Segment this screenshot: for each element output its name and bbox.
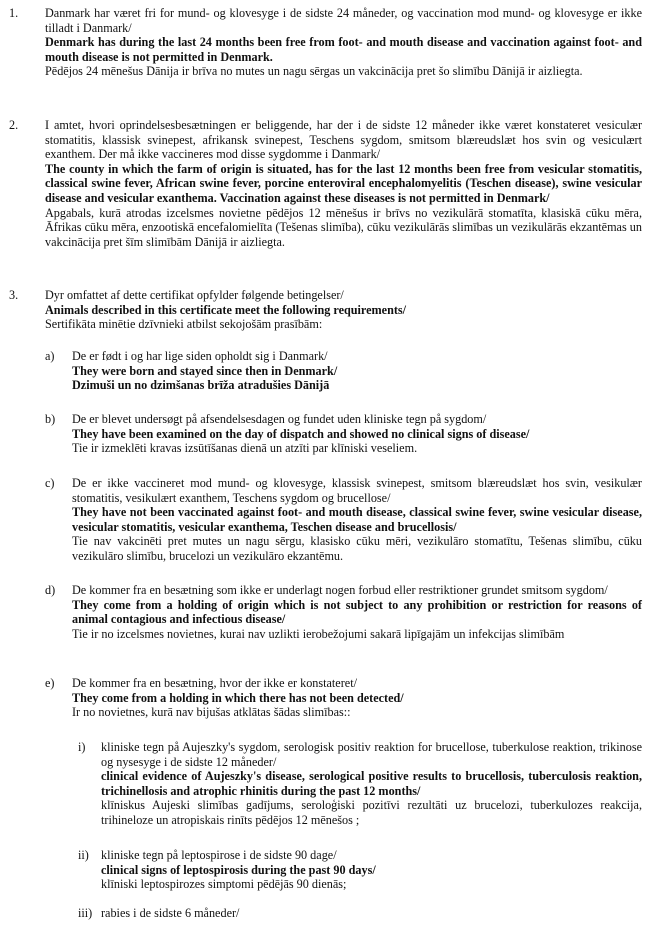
subitem-label: d) <box>45 583 56 597</box>
latvian-text: Tie ir no izcelsmes novietnes, kurai nav uzlikti ierobežojumi sakarā lipīgajām un infekcijas slimībām <box>72 626 565 641</box>
danish-text: kliniske tegn på Aujeszky's sygdom, serologisk positiv reaktion for brucellose, tuberkulose reaktion, trikinose og nysesyge i de sidste 12 måneder/ <box>101 740 642 769</box>
danish-text: De er blevet undersøgt på afsendelsesdagen og fundet uden kliniske tegn på sygdom/ <box>72 412 487 426</box>
english-text: They have not been vaccinated against foot- and mouth disease, classical swine fever, swine vesicular disease, vesicular stomatitis, vesicular exanthema, Teschen disease and brucellosis/ <box>72 505 642 534</box>
english-text: clinical signs of leptospirosis during the past 90 days/ <box>101 862 376 877</box>
danish-text: rabies i de sidste 6 måneder/ <box>101 906 240 920</box>
english-text: They come from a holding in which there has not been detected/ <box>72 690 404 705</box>
danish-text: De er født i og har lige siden opholdt sig i Danmark/ <box>72 349 328 363</box>
english-text: They were born and stayed since then in Denmark/ <box>72 363 338 378</box>
subsubitem-label: iii) <box>78 906 93 920</box>
latvian-text: Sertifikāta minētie dzīvnieki atbilst sekojošām prasībām: <box>45 317 323 332</box>
danish-text: De er ikke vaccineret mod mund- og klovesyge, klassisk svinepest, smitsom blæreudslæt hos svin, vesikulær stomatitis, vesikulært exanthem, Teschens sygdom og brucellose/ <box>72 476 642 505</box>
latvian-text: klīniski leptospirozes simptomi pēdējās 90 dienās; <box>101 877 347 892</box>
latvian-text: Apgabals, kurā atrodas izcelsmes novietne pēdējos 12 mēnešus ir brīvs no vezikulārā stomatīta, klasiskā cūku mēra, Āfrikas cūku mēra, enzootiskā encefalomielīta (Tešenas slimība), cūku vezikulārās slimības un vezikulārās ekzantēmas un vakcinācija pret šīm slimībām Dānijā ir aizliegta. <box>45 205 642 249</box>
danish-text: I amtet, hvori oprindelsesbesætningen er beliggende, har der i de sidste 12 måneder ikke været konstateret vesiculær stomatitis, klassisk svinepest, afrikansk svinepest, Teschens sygdom, smitsom blæreudslæt hos svin og vesiculært exanthem. Der må ikke vaccineres mod disse sygdomme i Danmark/ <box>45 118 642 162</box>
danish-text: Dyr omfattet af dette certifikat opfylder følgende betingelser/ <box>45 288 344 302</box>
latvian-text: Pēdējos 24 mēnešus Dānija ir brīva no mutes un nagu sērgas un vakcinācija pret šo slimību Dānijā ir aizliegta. <box>45 64 583 79</box>
item-number: 3. <box>9 288 19 302</box>
subsubitem-label: i) <box>78 740 86 754</box>
danish-text: De kommer fra en besætning som ikke er underlagt nogen forbud eller restriktioner grundet smitsom sygdom/ <box>72 583 608 597</box>
english-text: Denmark has during the last 24 months been free from foot- and mouth disease and vaccination against foot- and mouth disease is not permitted in Denmark. <box>45 35 642 64</box>
latvian-text: Ir no novietnes, kurā nav bijušas atklātas šādas slimības:: <box>72 705 351 720</box>
english-text: They have been examined on the day of dispatch and showed no clinical signs of disease/ <box>72 426 530 441</box>
item-number: 2. <box>9 118 19 132</box>
subitem-label: b) <box>45 412 56 426</box>
subitem-label: c) <box>45 476 55 490</box>
english-text: The county in which the farm of origin is situated, has for the last 12 months been free from vesicular stomatitis, classical swine fever, African swine fever, porcine enteroviral encephalomyelitis (Teschen disease), swine vesicular disease and vesicular exanthema. Vaccination against these diseases is not permitted in Denmark/ <box>45 161 642 205</box>
subitem-label: e) <box>45 676 55 690</box>
english-text: Animals described in this certificate meet the following requirements/ <box>45 302 407 317</box>
latvian-text: Tie ir izmeklēti kravas izsūtīšanas dienā un atzīti par klīniski veseliem. <box>72 441 418 456</box>
item-number: 1. <box>9 6 19 20</box>
danish-text: kliniske tegn på leptospirose i de sidste 90 dage/ <box>101 848 337 862</box>
latvian-text: klīniskus Aujeski slimības gadījums, seroloģiski pozitīvi rezultāti uz brucelozi, tuberkulozes reakcija, trihineloze un atropiskais rinīts pēdējos 12 mēnešos ; <box>101 798 642 827</box>
danish-text: De kommer fra en besætning, hvor der ikke er konstateret/ <box>72 676 357 690</box>
english-text: clinical evidence of Aujeszky's disease, serological positive results to brucellosis, tuberculosis reaktion, trichinellosis and atrophic rhinitis during the past 12 months/ <box>101 769 642 798</box>
subitem-label: a) <box>45 349 55 363</box>
danish-text: Danmark har været fri for mund- og klovesyge i de sidste 24 måneder, og vaccination mod mund- og klovesyge er ikke tilladt i Danmark/ <box>45 6 642 35</box>
latvian-text: Tie nav vakcinēti pret mutes un nagu sērgu, klasisko cūku mēri, vezikulāro stomatītu, Tešenas slimību, cūku vezikulāro slimību, brucelozi un vezikulāro ekzantēmu. <box>72 534 642 563</box>
latvian-text: Dzimuši un no dzimšanas brīža atradušies Dānijā <box>72 378 330 393</box>
subsubitem-label: ii) <box>78 848 89 862</box>
english-text: They come from a holding of origin which is not subject to any prohibition or restriction for reasons of animal contagious and infectious disease/ <box>72 597 642 627</box>
